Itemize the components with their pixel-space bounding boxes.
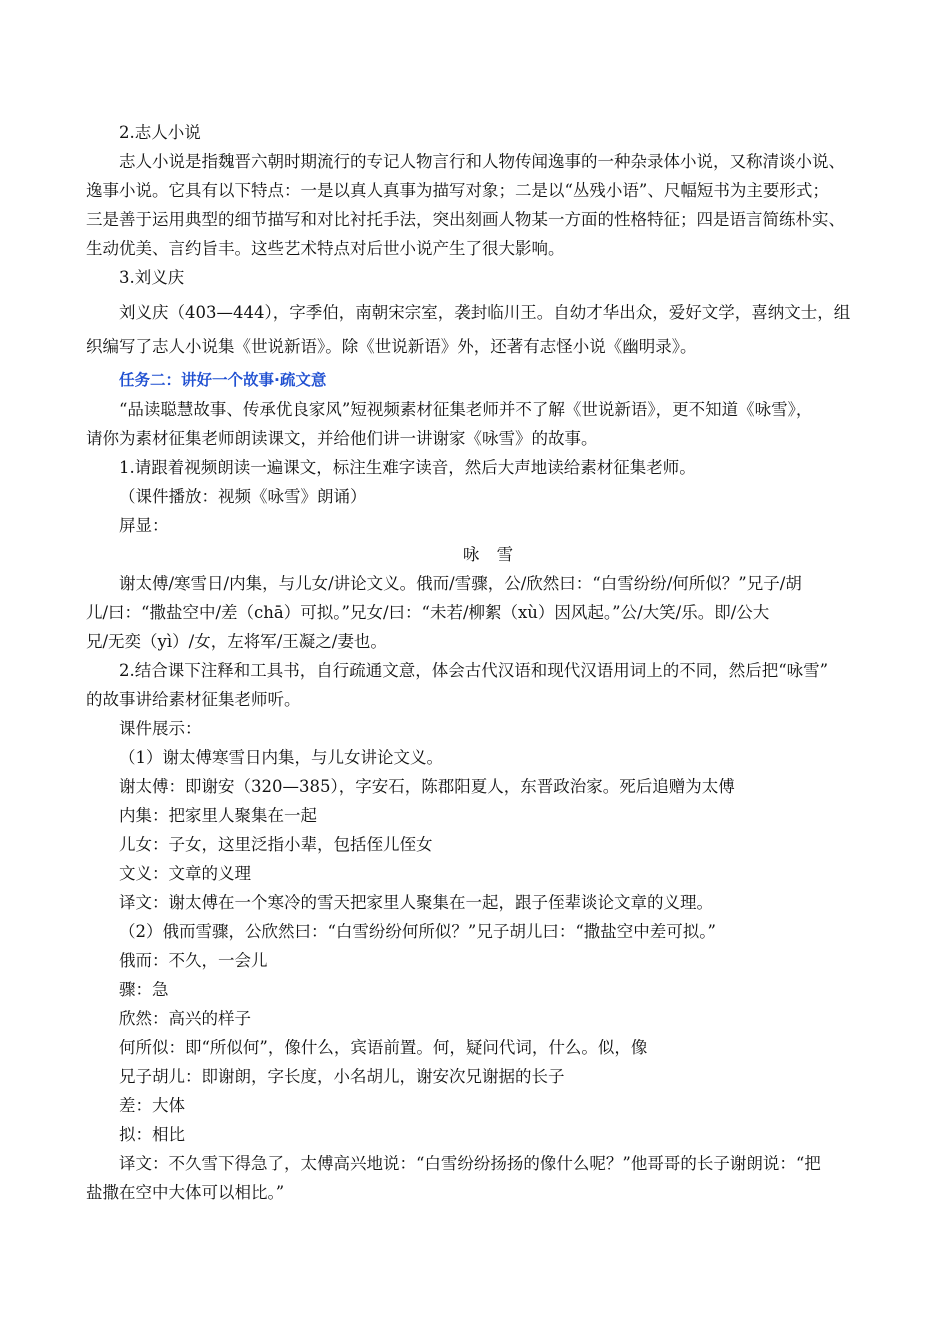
paragraph-line: 志人小说是指魏晋六朝时期流行的专记人物言行和人物传闻逸事的一种杂录体小说，又称清谈小说、 [119,152,845,171]
paragraph-line: 生动优美、言约旨丰。这些艺术特点对后世小说产生了很大影响。 [86,239,565,258]
note-line: 差：大体 [119,1096,185,1115]
display-label: 课件展示： [119,719,202,738]
note-line: 俄而：不久，一会儿 [119,951,268,970]
note-line: 儿女：子女，这里泛指小辈，包括侄儿侄女 [119,835,433,854]
note-line: 文义：文章的义理 [119,864,251,883]
poem-line: 儿/曰：“撒盐空中/差（chā）可拟。”兄女/曰：“未若/柳絮（xù）因风起。”公/大笑/乐。即/公大 [86,603,770,622]
note-line: 何所似：即“所似何”，像什么，宾语前置。何，疑问代词，什么。似，像 [119,1038,648,1057]
paragraph-line: 三是善于运用典型的细节描写和对比衬托手法，突出刻画人物某一方面的性格特征；四是语言简练朴实、 [86,210,845,229]
paragraph-line: 织编写了志人小说集《世说新语》。除《世说新语》外，还著有志怪小说《幽明录》。 [86,337,697,356]
paragraph-line: 刘义庆（403—444），字季伯，南朝宋宗室，袭封临川王。自幼才华出众，爱好文学，喜纳文士，组 [119,303,851,322]
note-line: 内集：把家里人聚集在一起 [119,806,317,825]
translation-2: 译文：不久雪下得急了，太傅高兴地说：“白雪纷纷扬扬的像什么呢？”他哥哥的长子谢朗说：“把 [119,1154,821,1173]
source-sentence-1: （1）谢太傅寒雪日内集，与儿女讲论文义。 [119,748,443,767]
section-heading-zhiren: 2.志人小说 [119,123,201,142]
poem-line: 兄/无奕（yì）/女，左将军/王凝之/妻也。 [86,632,387,651]
note-line: 谢太傅：即谢安（320—385），字安石，陈郡阳夏人，东晋政治家。死后追赠为太傅 [119,777,735,796]
step-2-cont: 的故事讲给素材征集老师听。 [86,690,301,709]
poem-line: 谢太傅/寒雪日/内集，与儿女/讲论文义。俄而/雪骤，公/欣然曰：“白雪纷纷/何所似？”兄子/胡 [119,574,802,593]
note-line: 骤：急 [119,980,169,999]
paragraph-line: 请你为素材征集老师朗读课文，并给他们讲一讲谢家《咏雪》的故事。 [86,429,598,448]
source-sentence-2: （2）俄而雪骤，公欣然曰：“白雪纷纷何所似？”兄子胡儿曰：“撒盐空中差可拟。” [119,922,716,941]
section-heading-liuyiqing: 3.刘义庆 [119,268,185,287]
paragraph-line: “品读聪慧故事、传承优良家风”短视频素材征集老师并不了解《世说新语》，更不知道《咏雪》， [119,400,813,419]
step-2: 2.结合课下注释和工具书，自行疏通文意，体会古代汉语和现代汉语用词上的不同，然后把“咏雪” [119,661,829,680]
translation-1: 译文：谢太傅在一个寒冷的雪天把家里人聚集在一起，跟子侄辈谈论文章的义理。 [119,893,713,912]
paragraph-line: 逸事小说。它具有以下特点：一是以真人真事为描写对象；二是以“丛残小语”、尺幅短书为主要形式； [86,181,829,200]
screen-label: 屏显： [119,516,169,535]
task-heading: 任务二：讲好一个故事·疏文意 [119,371,327,389]
document-page [86,118,866,1207]
note-line: 兄子胡儿：即谢朗，字长度，小名胡儿，谢安次兄谢据的长子 [119,1067,565,1086]
courseware-note: （课件播放：视频《咏雪》朗诵） [119,487,367,506]
poem-title: 咏 雪 [462,545,520,564]
step-1: 1.请跟着视频朗读一遍课文，标注生难字读音，然后大声地读给素材征集老师。 [119,458,696,477]
note-line: 拟：相比 [119,1125,185,1144]
translation-2-cont: 盐撒在空中大体可以相比。” [86,1183,285,1202]
note-line: 欣然：高兴的样子 [119,1009,251,1028]
